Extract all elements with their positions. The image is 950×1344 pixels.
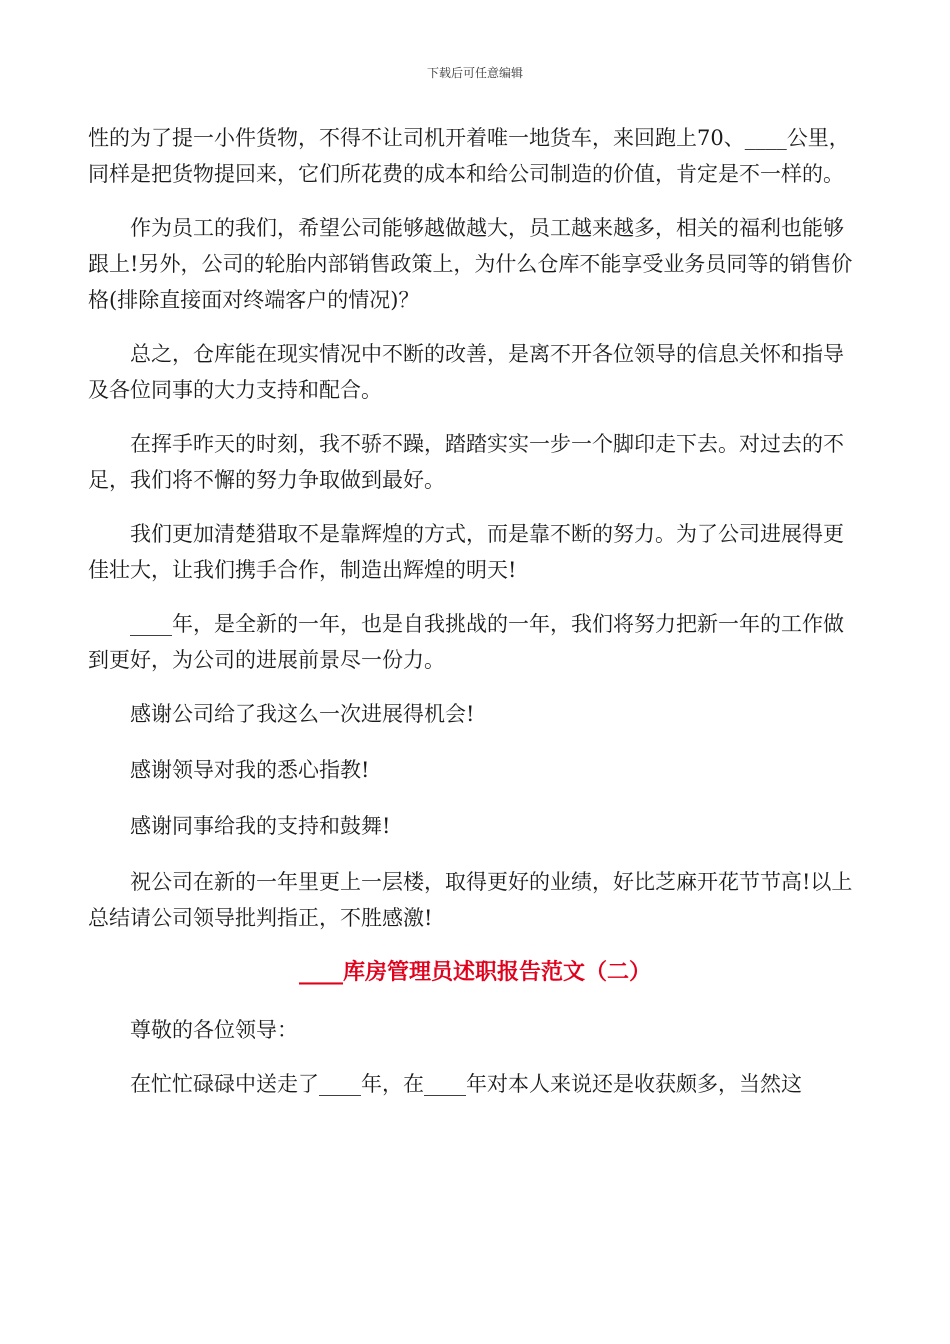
- paragraph-farewell-yesterday: 在挥手昨天的时刻，我不骄不躁，踏踏实实一步一个脚印走下去。对过去的不足，我们将不懈的努力争取做到最好。: [88, 432, 844, 492]
- section-title: ____库房管理员述职报告范文（二）: [298, 959, 651, 985]
- paragraph-wishes: 祝公司在新的一年里更上一层楼，取得更好的业绩，好比芝麻开花节节高!以上总结请公司领导批判指正，不胜感激!: [88, 870, 853, 930]
- paragraph-thanks-company: 感谢公司给了我这么一次进展得机会!: [130, 702, 475, 726]
- paragraph-effort: 我们更加清楚猎取不是靠辉煌的方式，而是靠不断的努力。为了公司进展得更佳壮大，让我们携手合作，制造出辉煌的明天!: [88, 522, 844, 582]
- paragraph-opening: 在忙忙碌碌中送走了____年，在____年对本人来说还是收获颇多，当然这: [130, 1072, 802, 1096]
- paragraph-summary: 总之，仓库能在现实情况中不断的改善，是离不开各位领导的信息关怀和指导及各位同事的大力支持和配合。: [88, 342, 844, 402]
- paragraph-employee-benefits: 作为员工的我们，希望公司能够越做越大，员工越来越多，相关的福利也能够跟上!另外，公司的轮胎内部销售政策上，为什么仓库不能享受业务员同等的销售价格(排除直接面对终端客户的情况)？: [88, 216, 853, 312]
- paragraph-continuation: 性的为了提一小件货物，不得不让司机开着唯一地货车，来回跑上70、____公里，同样是把货物提回来，它们所花费的成本和给公司制造的价值，肯定是不一样的。: [88, 126, 850, 186]
- paragraph-salutation: 尊敬的各位领导：: [130, 1018, 298, 1042]
- paragraph-thanks-colleagues: 感谢同事给我的支持和鼓舞!: [130, 814, 391, 838]
- paragraph-thanks-leaders: 感谢领导对我的悉心指教!: [130, 758, 370, 782]
- page-header: 下载后可任意编辑: [426, 66, 523, 80]
- paragraph-new-year: ____年，是全新的一年，也是自我挑战的一年，我们将努力把新一年的工作做到更好，为公司的进展前景尽一份力。: [88, 612, 844, 672]
- document-body: [88, 120, 862, 1120]
